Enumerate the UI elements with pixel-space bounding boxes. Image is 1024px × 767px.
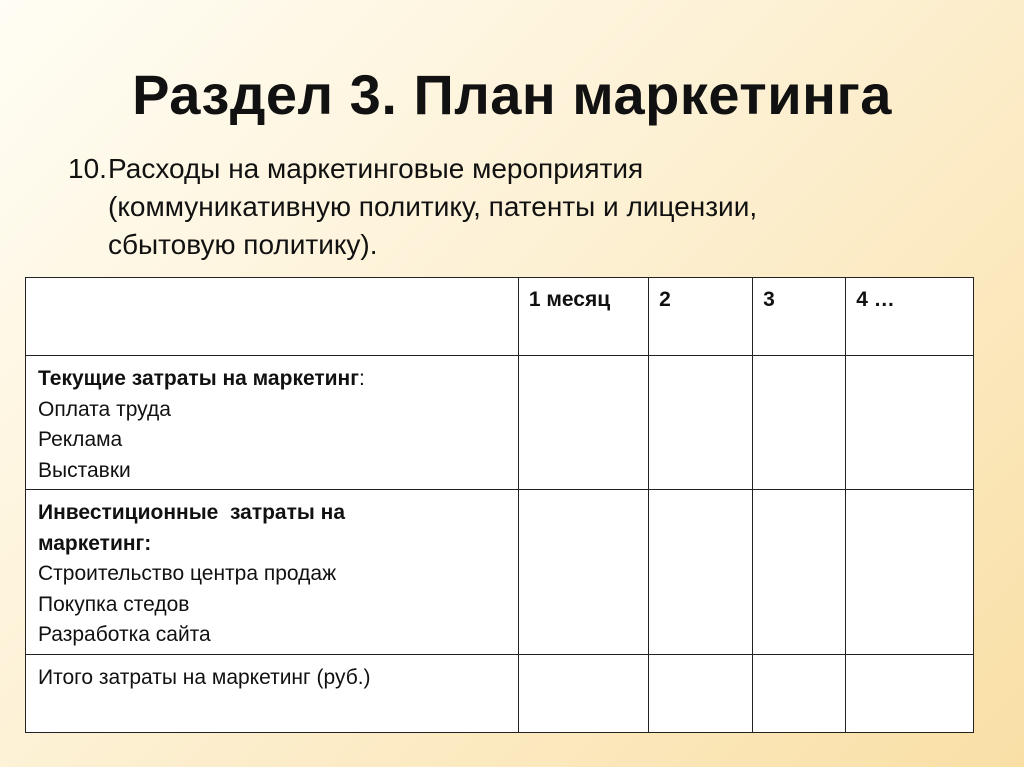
header-cell-month-4 (846, 278, 974, 356)
empty-cell (846, 655, 974, 733)
table-header-row (26, 278, 974, 356)
current-costs-heading-suffix: : (358, 367, 365, 390)
empty-cell (846, 356, 974, 490)
header-cell-month-3 (753, 278, 846, 356)
empty-cell (518, 655, 648, 733)
subtitle-line-2: (коммуникативную политику, патенты и лицензии, (108, 191, 758, 222)
empty-cell (649, 655, 753, 733)
header-cell-label (26, 278, 519, 356)
header-cell-month-1 (518, 278, 648, 356)
empty-cell (753, 655, 846, 733)
investment-heading-line-2: маркетинг: (38, 531, 152, 555)
subtitle (68, 150, 968, 264)
list-item: Реклама (38, 428, 123, 451)
empty-cell (518, 490, 648, 655)
current-costs-heading: Текущие затраты на маркетинг (38, 367, 359, 390)
header-month-2-text: 2 (659, 288, 671, 311)
table-row-total (26, 655, 974, 733)
list-item: Покупка стедов (38, 592, 190, 616)
investment-heading-line-1: Инвестиционные затраты на (38, 501, 346, 524)
subtitle-line-1 (68, 150, 968, 188)
header-month-3-text: 3 (763, 288, 775, 311)
table-row-current-costs (26, 356, 974, 490)
header-month-4-text: 4 … (856, 288, 895, 311)
list-item: Разработка сайта (38, 623, 211, 646)
slide-title: Раздел 3. План маркетинга (132, 63, 892, 126)
header-cell-month-2 (649, 278, 753, 356)
empty-cell (846, 490, 974, 655)
list-item: Оплата труда (38, 397, 171, 421)
marketing-budget-table (25, 277, 974, 733)
total-label-cell (26, 655, 519, 733)
total-label: Итого затраты на маркетинг (руб.) (38, 666, 371, 689)
empty-cell (649, 490, 753, 655)
list-item: Выставки (38, 458, 131, 482)
empty-cell (753, 490, 846, 655)
subtitle-line-3: сбытовую политику). (108, 229, 378, 260)
table-row-investment-costs (26, 490, 974, 655)
current-costs-label-cell (26, 356, 519, 490)
list-item: Строительство центра продаж (38, 562, 337, 585)
subtitle-number: 10. (68, 153, 107, 184)
empty-cell (649, 356, 753, 490)
header-month-1-text: 1 месяц (528, 288, 611, 311)
empty-cell (518, 356, 648, 490)
investment-costs-label-cell (26, 490, 519, 655)
subtitle-line-1-text: Расходы на маркетинговые мероприятия (108, 153, 644, 184)
empty-cell (753, 356, 846, 490)
